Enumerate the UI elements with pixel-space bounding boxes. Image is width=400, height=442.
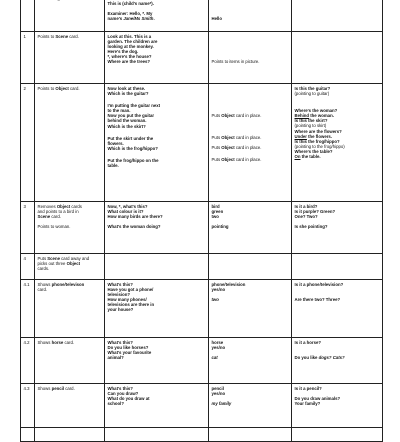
spacer [108, 151, 206, 158]
examiner-action-line: Shows pencil card. [37, 386, 75, 391]
spacer [108, 129, 206, 136]
emphasis: Scene [37, 214, 51, 220]
examiner-script-line: to the man. [107, 108, 131, 114]
examiner-script-cell [105, 202, 209, 254]
back-up-question-line: Is it a phone/television? [294, 282, 344, 287]
examiner-action-cell [35, 280, 105, 338]
examiner-script-cell [105, 428, 209, 442]
examiner-action-line: Puts Scene card away and [37, 256, 90, 261]
script-row [21, 202, 383, 254]
examiner-script-line: looking at the monkey. [107, 44, 154, 50]
examiner-script-line: name's Jane/Ms Smith. [107, 16, 155, 22]
spacer [108, 96, 206, 103]
back-up-question-line: Your family? [294, 401, 321, 407]
back-up-question-line: Is this the skirt? [294, 118, 328, 124]
examiner-script-cell [105, 384, 209, 428]
emphasis: Object [56, 204, 71, 209]
emphasis: Object [221, 135, 235, 141]
candidate-response-line: Puts Object card in place. [211, 157, 262, 163]
examiner-script-cell [105, 338, 209, 384]
examiner-script-line: behind the woman. [107, 118, 147, 124]
step-number: 4.1 [23, 282, 30, 287]
candidate-response-line: green [211, 209, 224, 215]
candidate-response-cell [209, 32, 292, 84]
back-up-question-line: One? Two? [294, 214, 318, 220]
candidate-response-line: two [211, 297, 219, 303]
examiner-action-cell [35, 84, 105, 202]
step-number-cell [21, 254, 35, 280]
candidate-response-line: Puts Object card in place. [211, 145, 262, 151]
candidate-response-line: pointing [211, 224, 229, 230]
examiner-script-line: table. [107, 163, 119, 169]
emphasis: Jane/Ms Smith [123, 16, 154, 22]
script-row [21, 32, 383, 84]
frame-table-body [21, 0, 383, 442]
examiner-script-cell [105, 0, 209, 32]
examiner-action-line: picks out three Object [37, 261, 81, 267]
candidate-response-line: yes/no [211, 287, 226, 293]
candidate-response-cell [209, 384, 292, 428]
emphasis: dogs? Cats? [318, 355, 345, 361]
emphasis: Scene [47, 256, 60, 261]
examiner-action-line: Shows horse card. [37, 340, 75, 345]
examiner-action-cell [35, 32, 105, 84]
back-up-question-cell [292, 280, 383, 338]
examiner-script-line: This is (child's name*). [107, 1, 154, 7]
script-row [21, 338, 383, 384]
step-number-cell [21, 202, 35, 254]
script-row [21, 0, 383, 32]
spacer [212, 150, 289, 157]
examiner-script-line: I'm putting the guitar next [107, 103, 161, 109]
back-up-question-line: Under the flowers. [294, 133, 332, 139]
examiner-script-line: Where are the trees? [107, 59, 151, 65]
examiner-script-line: Examiner: Hello, *. My [107, 11, 153, 17]
examiner-script-line: Do you like horses? [107, 345, 149, 351]
examiner-script-line: Here's the dog. [107, 49, 139, 55]
emphasis: Under [294, 133, 307, 139]
candidate-response-line: cat [211, 355, 218, 361]
back-up-question-line: Do you like dogs? Cats? [294, 355, 345, 361]
script-row [21, 428, 383, 442]
examiner-script-line: Put the frog/hippo on the [107, 157, 159, 163]
candidate-response-cell [209, 84, 292, 202]
examiner-script-line: flowers. [107, 140, 124, 146]
examiner-action-cell [35, 384, 105, 428]
examiner-script-line: What's this? [107, 340, 133, 345]
examiner-action-line: Points to Object card. [37, 86, 80, 91]
back-up-question-cell [292, 384, 383, 428]
back-up-question-line: Behind the woman. [294, 113, 334, 119]
examiner-script-line: What's your favourite [107, 350, 152, 356]
candidate-response-line: Puts Object card in place. [211, 113, 262, 118]
examiner-script-line: What's this? [107, 386, 133, 391]
back-up-question-cell [292, 338, 383, 384]
candidate-response-line: Points to items in picture. [211, 59, 260, 64]
back-up-question-line: Is she pointing? [294, 224, 328, 230]
script-row [21, 84, 383, 202]
back-up-question-line: (pointing to the frog/hippo) [294, 143, 345, 149]
examiner-script-line: Now look at these. [107, 86, 146, 91]
examiner-script-line: *, where's the house? [107, 54, 152, 60]
examiner-script-cell [105, 254, 209, 280]
examiner-script-line: Which is the frog/hippo? [107, 145, 158, 151]
script-row [21, 384, 383, 428]
step-number: 3 [23, 204, 26, 209]
step-number-cell [21, 0, 35, 32]
examiner-script-line: Which is the skirt? [107, 123, 146, 129]
examiner-action-cell [35, 0, 105, 32]
back-up-question-line: Do you draw animals? [294, 396, 341, 402]
examiner-action-line: card. [37, 287, 48, 293]
emphasis: Object [221, 113, 235, 118]
emphasis: Object [66, 261, 81, 267]
examiner-script-line: television? [107, 292, 130, 298]
back-up-question-cell [292, 254, 383, 280]
examiner-script-line: How many phones/ [107, 297, 147, 303]
script-row [21, 254, 383, 280]
back-up-question-line: Is it a horse? [294, 340, 322, 345]
emphasis: Object [221, 145, 235, 151]
step-number-cell [21, 32, 35, 84]
examiner-script-line: animal? [107, 355, 124, 361]
examiner-action-cell [35, 428, 105, 442]
candidate-response-cell [209, 0, 292, 32]
candidate-response-cell [209, 428, 292, 442]
examiner-action-cell [35, 254, 105, 280]
step-number-cell [21, 384, 35, 428]
candidate-response-line: my family [211, 401, 232, 407]
spacer [212, 96, 289, 103]
examiner-script-line: Now, *, what's this? [107, 204, 148, 209]
back-up-question-line: Is it purple? Green? [294, 209, 336, 215]
emphasis: On [294, 154, 301, 160]
spacer [295, 96, 380, 103]
examiner-script-line: school? [107, 401, 124, 407]
step-number: 4.2 [23, 340, 30, 345]
candidate-response-line: horse [211, 340, 224, 345]
step-number-cell [21, 428, 35, 442]
examiner-action-line: Scene card. [37, 214, 61, 220]
candidate-response-line: bird [211, 204, 220, 209]
back-up-question-line: Is it a pencil? [294, 386, 322, 391]
emphasis: pencil [51, 386, 65, 391]
back-up-question-line: (pointing to skirt) [294, 123, 327, 129]
examiner-script-line: Have you got a phone/ [107, 287, 154, 293]
back-up-question-cell [292, 202, 383, 254]
examiner-action-line [38, 0, 102, 1]
candidate-response-line: phone/television [211, 282, 246, 287]
examiner-script-line: What do you draw at [107, 396, 150, 402]
back-up-question-line: On the table. [294, 154, 321, 160]
examiner-script-cell [105, 280, 209, 338]
examiner-action-line: and points to a bird in [37, 209, 79, 215]
examiner-script-line: Can you draw? [107, 391, 139, 397]
examiner-action-line: Points to woman. [37, 224, 71, 230]
spacer [212, 128, 289, 135]
step-number: 4.3 [23, 386, 30, 391]
step-number-cell [21, 338, 35, 384]
examiner-script-line: What's this? [107, 282, 133, 287]
step-number: 2 [23, 86, 26, 91]
examiner-action-line: Removes Object cards [37, 204, 82, 209]
examiner-action-cell [35, 202, 105, 254]
candidate-response-line: yes/no [211, 345, 226, 351]
examiner-script-line: Put the skirt under the [107, 135, 154, 141]
examiner-script-line: What's the woman doing? [107, 224, 161, 230]
back-up-question-line: Is this the guitar? [294, 86, 331, 91]
examiner-script-line: Which is the guitar? [107, 91, 149, 97]
candidate-response-line: yes/no [211, 391, 226, 397]
emphasis: Object [221, 157, 235, 163]
back-up-question-line: Is it a bird? [294, 204, 318, 209]
back-up-question-line: Are there two? Three? [294, 297, 341, 303]
examiner-action-line: cards. [37, 266, 50, 272]
examiner-script-cell [105, 32, 209, 84]
examiner-script-line: garden. The children are [107, 39, 158, 45]
back-up-question-cell [292, 32, 383, 84]
examiner-script-line: What colour is it? [107, 209, 144, 215]
back-up-question-cell [292, 84, 383, 202]
candidate-response-line: Puts Object card in place. [211, 135, 262, 141]
script-row [21, 280, 383, 338]
interlocutor-frame-table [20, 0, 383, 442]
examiner-script-line: your house? [107, 307, 134, 313]
candidate-response-line: Hello [211, 16, 223, 21]
examiner-script-line: Now you put the guitar [107, 113, 155, 119]
candidate-response-line: pencil [211, 386, 224, 391]
candidate-response-cell [209, 254, 292, 280]
examiner-script-line: televisions are there in [107, 302, 155, 308]
candidate-response-line: two [211, 214, 219, 220]
step-number: 4 [23, 256, 26, 261]
emphasis: phone/televison [51, 282, 85, 287]
back-up-question-cell [292, 0, 383, 32]
examiner-script-line: How many birds are there? [107, 214, 163, 220]
back-up-question-cell [292, 428, 383, 442]
back-up-question-line: Is this the frog/hippo? [294, 138, 340, 144]
step-number-cell [21, 84, 35, 202]
emphasis: Scene [55, 34, 69, 39]
examiner-action-line: Shows phone/televison [37, 282, 85, 287]
examiner-script-line: Look at this. This is a [107, 34, 152, 39]
back-up-question-line: Where are the flowers? [294, 128, 342, 134]
candidate-response-cell [209, 280, 292, 338]
emphasis: horse [51, 340, 64, 345]
back-up-question-line: (pointing to guitar) [294, 91, 330, 97]
back-up-question-line: Where's the woman? [294, 108, 338, 114]
candidate-response-cell [209, 338, 292, 384]
step-number-cell [21, 280, 35, 338]
examiner-action-cell [35, 338, 105, 384]
step-number: 1 [23, 34, 26, 39]
candidate-response-cell [209, 202, 292, 254]
emphasis: Behind [294, 113, 310, 119]
emphasis: Object [55, 86, 69, 91]
back-up-question-line: Where's the table? [294, 148, 333, 154]
examiner-action-line: Points to Scene card. [37, 34, 79, 39]
examiner-script-cell [105, 84, 209, 202]
